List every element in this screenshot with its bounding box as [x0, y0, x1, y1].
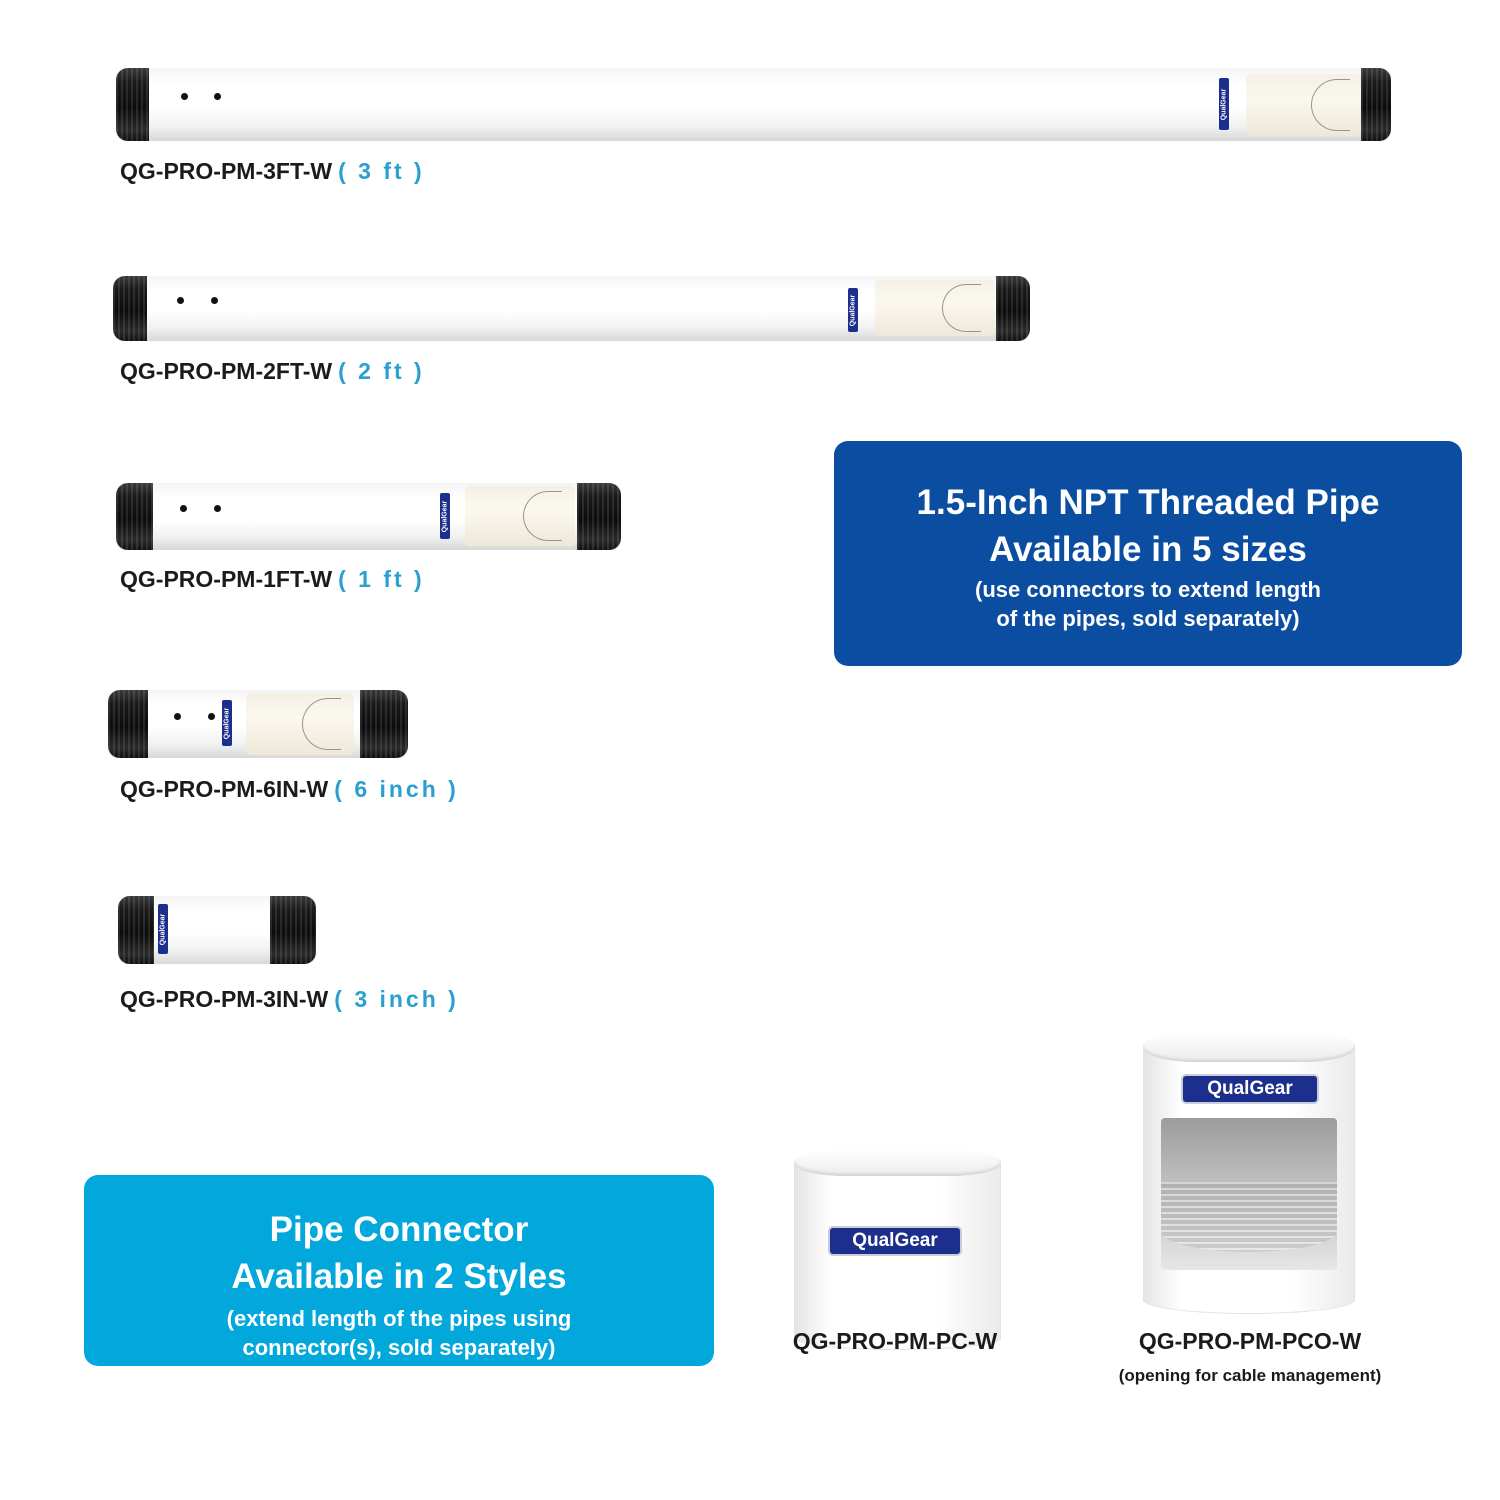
pipe-thread-right	[1361, 68, 1391, 141]
mounting-hole	[180, 505, 187, 512]
pipe-model: QG-PRO-PM-2FT-W	[120, 358, 333, 384]
pipe-info-box	[834, 441, 1462, 666]
pipe-info-title-line2: Available in 5 sizes	[989, 530, 1307, 569]
pipe-label-2ft	[120, 358, 425, 385]
mounting-hole	[214, 93, 221, 100]
pipe-size: ( 3 ft )	[338, 158, 425, 184]
pipe-thread-left	[108, 690, 148, 758]
pipe-info-sub-line1: (use connectors to extend length	[975, 577, 1321, 602]
pipe-thread-right	[996, 276, 1030, 341]
pipe-thread-right	[577, 483, 621, 550]
pipe-thread-right	[360, 690, 408, 758]
pipe-label-3in	[120, 986, 459, 1013]
internal-threads	[1161, 1182, 1337, 1252]
pipe-label-3ft	[120, 158, 425, 185]
pipe-size: ( 3 inch )	[334, 986, 459, 1012]
pipe-3ft-image	[116, 68, 1391, 141]
pipe-thread-left	[118, 896, 154, 964]
pipe-thread-left	[116, 483, 153, 550]
pipe-sticker	[1246, 74, 1364, 136]
pipe-thread-left	[113, 276, 147, 341]
qualgear-logo-icon: QualGear	[1219, 78, 1229, 130]
pipe-size: ( 6 inch )	[334, 776, 459, 802]
pipe-thread-right	[270, 896, 316, 964]
pipe-info-sub-line2: of the pipes, sold separately)	[996, 606, 1300, 631]
pipe-size: ( 2 ft )	[338, 358, 425, 384]
pipe-model: QG-PRO-PM-1FT-W	[120, 566, 333, 592]
qualgear-logo-icon: QualGear	[158, 904, 168, 954]
mounting-hole	[177, 297, 184, 304]
pipe-model: QG-PRO-PM-6IN-W	[120, 776, 329, 802]
connector-pc-label: QG-PRO-PM-PC-W	[792, 1328, 998, 1354]
qualgear-logo-icon: QualGear	[1183, 1076, 1317, 1102]
pipe-2ft-image	[113, 276, 1030, 341]
pipe-label-1ft	[120, 566, 425, 593]
connector-info-sub-line2: connector(s), sold separately)	[242, 1335, 556, 1360]
connector-info-box	[84, 1175, 714, 1366]
pipe-info-title-line1: 1.5-Inch NPT Threaded Pipe	[916, 483, 1380, 522]
mounting-hole	[181, 93, 188, 100]
qualgear-logo-icon: QualGear	[848, 288, 858, 332]
mounting-hole	[208, 713, 215, 720]
pipe-model: QG-PRO-PM-3IN-W	[120, 986, 329, 1012]
mounting-hole	[214, 505, 221, 512]
pipe-sticker	[465, 486, 575, 546]
pipe-6in-image	[108, 690, 408, 758]
qualgear-logo-icon: QualGear	[440, 493, 450, 539]
connector-pco-note: (opening for cable management)	[1118, 1366, 1382, 1385]
qualgear-logo-icon: QualGear	[830, 1228, 960, 1254]
connector-pc-image	[794, 1150, 1001, 1350]
pipe-sticker	[246, 693, 354, 755]
pipe-model: QG-PRO-PM-3FT-W	[120, 158, 333, 184]
pipe-thread-left	[116, 68, 149, 141]
pipe-sticker	[875, 280, 995, 336]
mounting-hole	[211, 297, 218, 304]
connector-pco-image	[1143, 1032, 1355, 1314]
pipe-size: ( 1 ft )	[338, 566, 425, 592]
pipe-label-6in	[120, 776, 459, 803]
mounting-hole	[174, 713, 181, 720]
connector-info-title-line2: Available in 2 Styles	[231, 1257, 567, 1296]
pipe-3in-image	[118, 896, 316, 964]
connector-info-title-line1: Pipe Connector	[269, 1210, 529, 1249]
connector-rim	[794, 1150, 1001, 1176]
connector-info-sub-line1: (extend length of the pipes using	[226, 1306, 572, 1331]
qualgear-logo-icon: QualGear	[222, 700, 232, 746]
pipe-1ft-image	[116, 483, 621, 550]
cable-opening	[1161, 1118, 1337, 1270]
connector-pco-label: QG-PRO-PM-PCO-W	[1138, 1328, 1362, 1354]
connector-rim	[1143, 1032, 1355, 1062]
